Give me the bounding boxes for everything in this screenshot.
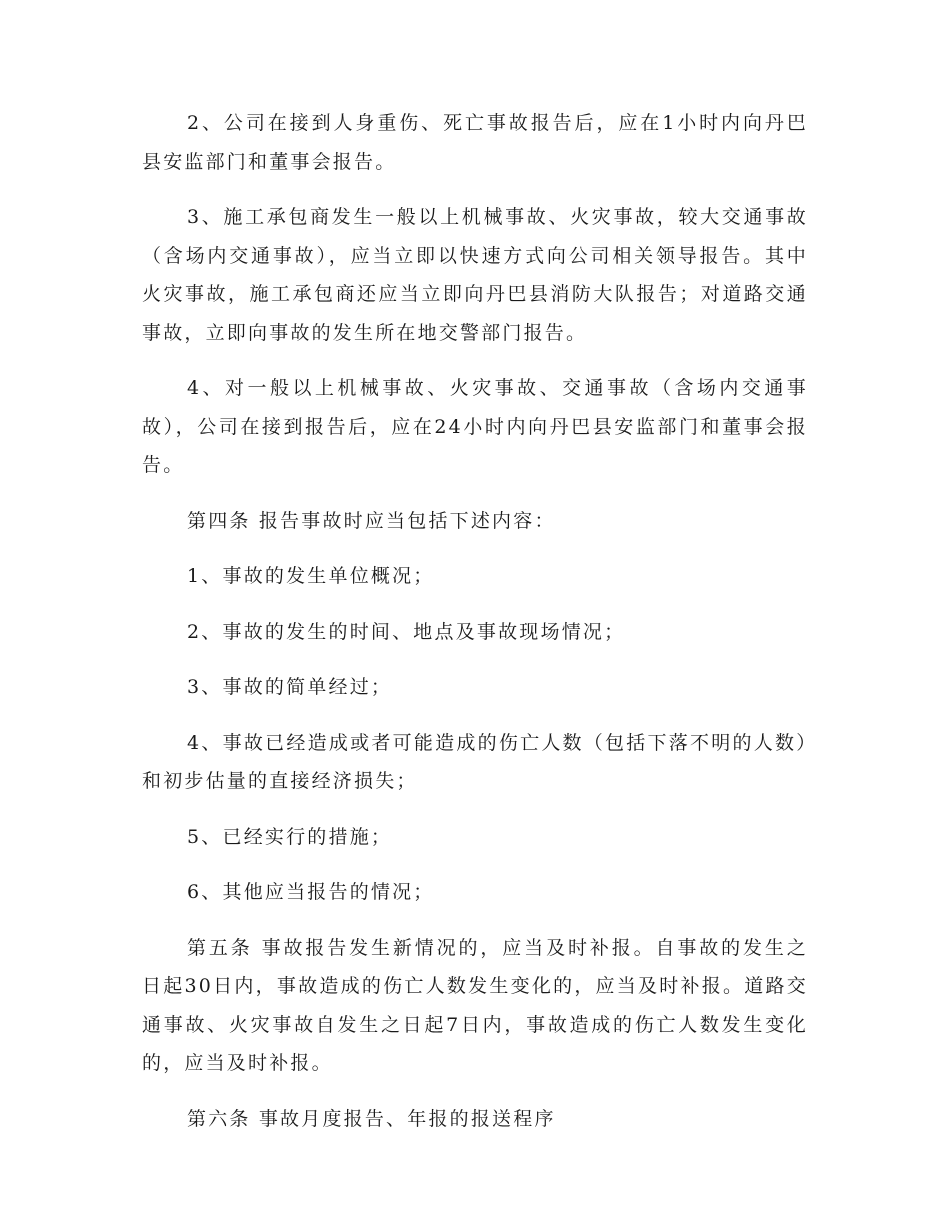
paragraph-general-accident-report: 4、对一般以上机械事故、火灾事故、交通事故（含场内交通事故），公司在接到报告后，应在24小时内向丹巴县安监部门和董事会报告。 [142,377,808,476]
list-item: 6、其他应当报告的情况； [187,881,435,903]
document-body [142,104,808,1155]
list-item: 4、事故已经造成或者可能造成的伤亡人数（包括下落不明的人数）和初步估量的直接经济损失； [142,731,808,792]
paragraph-contractor-accident-report: 3、施工承包商发生一般以上机械事故、火灾事故，较大交通事故（含场内交通事故），应当立即以快速方式向公司相关领导报告。其中火灾事故，施工承包商还应当立即向丹巴县消防大队报告；对道路交通事故，立即向事故的发生所在地交警部门报告。 [142,206,808,344]
list-item: 2、事故的发生的时间、地点及事故现场情况； [187,620,626,643]
list-item: 1、事故的发生单位概况； [187,565,435,587]
list-item: 5、已经实行的措施； [187,825,393,848]
article-five-paragraph: 第五条 事故报告发生新情况的，应当及时补报。自事故的发生之日起30日内，事故造成的伤亡人数发生变化的，应当及时补报。道路交通事故、火灾事故自发生之日起7日内，事故造成的伤亡人数发生变化的，应当及时补报。 [142,936,808,1074]
article-four-heading: 第四条 报告事故时应当包括下述内容： [187,509,556,532]
paragraph-serious-injury-report: 2、公司在接到人身重伤、死亡事故报告后，应在1小时内向丹巴县安监部门和董事会报告。 [142,112,808,173]
article-six-heading: 第六条 事故月度报告、年报的报送程序 [187,1107,556,1130]
list-item: 3、事故的简单经过； [187,676,393,698]
